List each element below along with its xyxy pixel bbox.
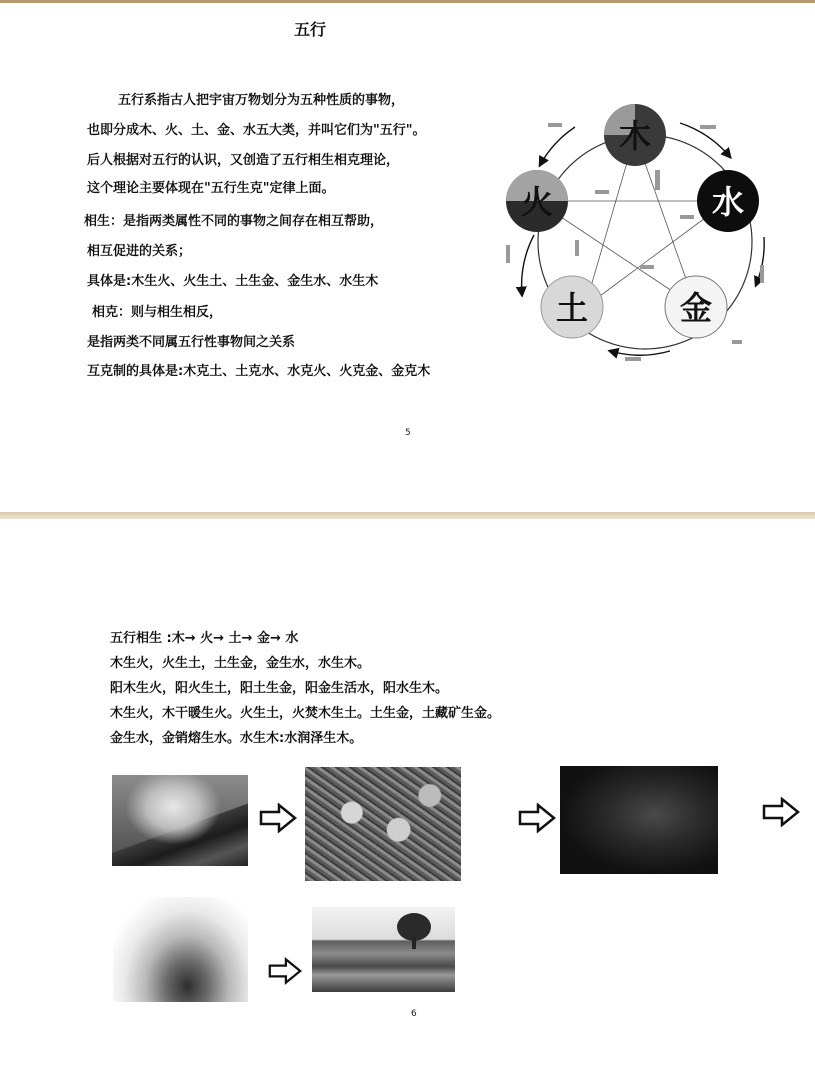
- ash-soil-photo: [305, 767, 461, 881]
- paragraph-line: 这个理论主要体现在"五行生克"定律上面。: [87, 181, 335, 196]
- tree-stream-photo: [312, 907, 455, 992]
- water-drop-photo: [113, 897, 248, 1002]
- generation-line: 五行相生 :木→ 火→ 土→ 金→ 水: [110, 631, 299, 646]
- page-number: 5: [405, 428, 411, 438]
- paragraph-line: 互克制的具体是:木克土、土克水、水克火、火克金、金克木: [87, 364, 431, 379]
- paragraph-line: 相互促进的关系；: [87, 244, 192, 259]
- paragraph-line: 相克：则与相生相反，: [92, 305, 223, 320]
- paragraph-line: 后人根据对五行的认识，又创造了五行相生相克理论，: [87, 153, 400, 168]
- element-water-label: 水: [711, 183, 745, 221]
- element-metal: [665, 276, 727, 338]
- element-earth-label: 土: [555, 289, 589, 327]
- cycle-arrow: [540, 127, 575, 165]
- generation-line: 木生火，木干暖生火。火生土，火焚木生土。土生金，土藏矿生金。: [110, 706, 501, 721]
- cycle-arrow: [522, 235, 534, 295]
- metal-ore-photo: [560, 766, 718, 874]
- page-title: 五行: [294, 20, 327, 39]
- element-water: [697, 170, 759, 232]
- element-earth: [541, 276, 603, 338]
- generation-line: 阳木生火，阳火生土，阳土生金，阳金生活水，阳水生木。: [110, 681, 449, 696]
- element-metal-label: 金: [679, 289, 713, 327]
- paragraph-line: 相生：是指两类属性不同的事物之间存在相互帮助，: [84, 214, 384, 229]
- generation-line: 木生火，火生土，土生金，金生水，水生木。: [110, 656, 371, 671]
- five-elements-diagram: [500, 95, 790, 375]
- page-divider: [0, 512, 815, 519]
- element-fire-label: 火: [520, 183, 554, 221]
- paragraph-line: 也即分成木、火、土、金、水五大类，并叫它们为"五行"。: [87, 123, 426, 138]
- arrow-right-icon: [762, 797, 800, 827]
- paragraph-line: 是指两类不同属五行性事物间之关系: [87, 335, 296, 350]
- top-rule: [0, 0, 815, 3]
- paragraph-line: 具体是:木生火、火生土、土生金、金生水、水生木: [87, 274, 379, 289]
- page-number: 6: [411, 1009, 417, 1019]
- cycle-arrow: [610, 351, 670, 355]
- element-wood: [604, 104, 666, 166]
- arrow-right-icon: [268, 957, 302, 985]
- tree-trunk: [412, 937, 416, 949]
- element-wood-label: 木: [618, 117, 652, 155]
- fire-wood-photo: [112, 775, 248, 866]
- arrow-right-icon: [259, 803, 297, 833]
- generation-line: 金生水，金销熔生水。水生木:水润泽生木。: [110, 731, 363, 746]
- element-fire: [506, 170, 568, 232]
- arrow-right-icon: [518, 803, 556, 833]
- paragraph-line: 五行系指古人把宇宙万物划分为五种性质的事物，: [118, 93, 405, 108]
